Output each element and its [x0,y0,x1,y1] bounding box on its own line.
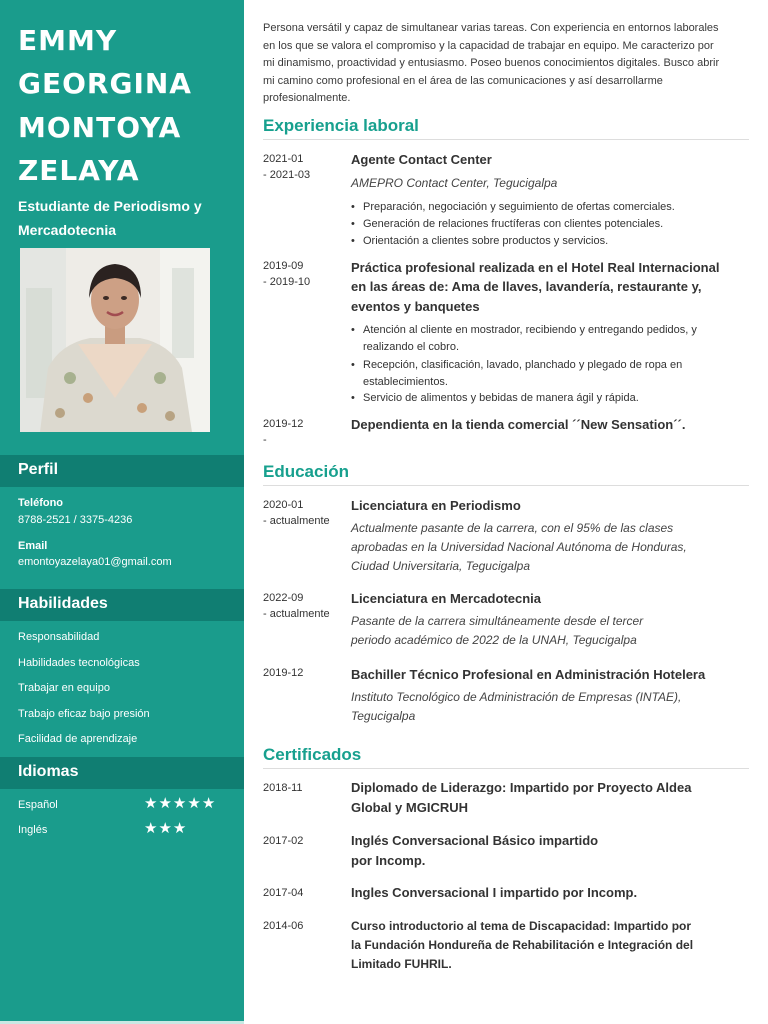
star-icon: ★ [158,820,173,837]
entry-subtitle: Instituto Tecnológico de Administración de Empresas (INTAE), [351,690,682,704]
entry-date: 2022-09 [263,592,304,604]
bullet-line: Atención al cliente en mostrador, recibiendo y entregando pedidos, y [363,324,697,336]
entry-date: 2017-02 [263,835,304,847]
name-line: GEORGINA [18,67,192,100]
perfil-heading: Perfil [18,461,59,478]
star-icon: ★ [172,820,188,837]
star-icon: ★ [201,795,217,812]
skill-item: Habilidades tecnológicas [18,657,140,669]
star-icon: ★ [144,820,159,837]
star-rating-icons [144,794,216,812]
email-label: Email [18,540,48,552]
certificate-title: Inglés Conversacional Básico impartido [351,833,599,848]
certificate-title: por Incomp. [351,853,426,868]
section-divider [263,768,749,769]
section-divider [263,485,749,486]
entry-subtitle: Pasante de la carrera simultáneamente desde el tercer [351,614,644,628]
entry-date: 2014-06 [263,920,304,932]
entry-date: 2019-12 [263,667,304,679]
main-content: Persona versátil y capaz de simultanear varias tareas. Con experiencia en entornos laborales en los que se valora el compromiso y la capacidad de trabajar en equipo. Me caracterizo por mi dinamismo, proactividad y entusiasmo. Poseo buenos conocimientos digitales. Busco abrir mi camino como profesional en el área de las comunicaciones y así desarrollarme profesionalmente. Experiencia laboral 2021-01 - 2021-03 Agente Contact Center AMEPRO Contact Center, Tegucigalpa • Preparación, negociación y seguimiento de ofertas comerciales. • Generación de relaciones fructíferas con clientes potenciales. • Orientación a clientes sobre productos y servicios. 2019-09 - 2019-10 Práctica profesional realizada en el Hotel Real Internacional en las áreas de: Ama de llaves, lavandería, restaurante y, eventos y banquetes • Atención al cliente en mostrador, recibiendo y entregando pedidos, y realizando el cobro. • Recepción, clasificación, lavado, planchado y plegado de ropa en establecimientos. • Servicio de alimentos y bebidas de manera ágil y rápida. 2019-12 - Dependienta en la tienda comercial ´´New Sensation´´. Educación 2020-01 - actualmente Licenciatura en Periodismo Actualmente pasante de la carrera, con el 95% de las clases aprobadas en la Universidad Nacional Autónoma de Honduras, Ciudad Universitaria, Tegucigalpa 2022-09 - actualmente Licenciatura en Mercadotecnia Pasante de la carrera simultáneamente desde el tercer periodo académico de 2022 de la UNAH, Tegucigalpa 2019-12 Bachiller Técnico Profesional en Administración Hotelera Instituto Tecnológico de Administración de Empresas (INTAE), Tegucigalpa Certificados 2018-11 Diplomado de Liderazgo: Impartido por Proyecto Aldea Global y MGICRUH 2017-02 Inglés Conversacional Básico impartido por Incomp. 2017-04 Ingles Conversacional I impartido por Incomp. 2014-06 Curso introductorio al tema de Discapacidad: Impartido por la Fundación Hondureña de Rehabilitación e Integración del Limitado FUHRIL. [263,0,768,1024]
skill-item: Trabajar en equipo [18,682,110,694]
entry-title: Práctica profesional realizada en el Hotel Real Internacional [351,260,720,275]
sidebar [0,0,244,1024]
section-divider [263,139,749,140]
phone-label: Teléfono [18,497,64,509]
entry-title: Dependienta en la tienda comercial ´´New Sensation´´. [351,417,686,432]
entry-title: Bachiller Técnico Profesional en Administración Hotelera [351,667,706,682]
name-line: MONTOYA [18,111,182,144]
entry-date: - actualmente [263,515,330,527]
entry-date: - [263,434,267,446]
experience-heading: Experiencia laboral [263,116,419,135]
star-icon: ★ [158,795,173,812]
certificate-title: Global y MGICRUH [351,800,469,815]
entry-date: 2017-04 [263,887,304,899]
perfil-heading-bar [0,455,244,487]
language-name: Español [18,799,58,811]
languages-heading: Idiomas [18,763,79,780]
job-subtitle: Mercadotecnia [18,222,117,238]
star-icon: ★ [144,795,159,812]
star-icon: ★ [187,795,202,812]
entry-date: - 2021-03 [263,169,311,181]
certificate-title: Limitado FUHRIL. [351,957,452,971]
entry-subtitle: Actualmente pasante de la carrera, con el 95% de las clases [351,521,674,535]
entry-title: en las áreas de: Ama de llaves, lavandería, restaurante y, [351,279,702,294]
education-heading: Educación [263,462,349,481]
profile-summary [263,20,758,108]
languages-heading-bar [0,757,244,789]
certificate-title: Diplomado de Liderazgo: Impartido por Proyecto Aldea [351,780,692,795]
entry-date: - actualmente [263,608,330,620]
entry-subtitle: aprobadas en la Universidad Nacional Autónoma de Honduras, [351,540,687,554]
entry-subtitle: Tegucigalpa [351,709,416,723]
skills-heading-bar [0,589,244,621]
entry-subtitle: AMEPRO Contact Center, Tegucigalpa [351,176,558,190]
profile-line: mi dinamismo, proactividad y entusiasmo. Poseo buenos conocimientos digitales. Busco abrir [263,57,720,70]
name-line: ZELAYA [18,154,140,187]
entry-title: eventos y banquetes [351,299,480,314]
entry-date: 2021-01 [263,153,304,165]
bullet-line: realizando el cobro. [363,340,460,353]
email-value[interactable]: emontoyazelaya01@gmail.com [18,556,172,568]
entry-subtitle: Ciudad Universitaria, Tegucigalpa [351,559,530,573]
certificates-heading: Certificados [263,745,362,764]
profile-line: Persona versátil y capaz de simultanear varias tareas. Con experiencia en entornos laborales [263,22,719,34]
certificate-title: la Fundación Hondureña de Rehabilitación e Integración del [351,938,694,952]
bullet-line: Recepción, clasificación, lavado, planchado y plegado de ropa en [363,359,683,371]
entry-title: Licenciatura en Periodismo [351,498,521,513]
entry-date: - 2019-10 [263,276,311,288]
skill-item: Responsabilidad [18,631,100,643]
entry-date: 2019-09 [263,260,304,272]
star-rating-icons [144,819,187,837]
profile-line: mi camino como profesional en el área de las comunicaciones y así desarrollarme [263,74,663,87]
entry-subtitle: periodo académico de 2022 de la UNAH, Tegucigalpa [351,633,637,647]
entry-date: 2019-12 [263,418,304,430]
profile-line: profesionalmente. [263,92,351,105]
entry-title: Licenciatura en Mercadotecnia [351,591,542,606]
entry-date: 2018-11 [263,782,303,794]
skill-item: Trabajo eficaz bajo presión [18,708,150,720]
profile-photo [20,248,210,432]
phone-value: 8788-2521 / 3375-4236 [18,514,133,526]
skills-heading: Habilidades [18,595,108,612]
bullet-line: establecimientos. [363,375,448,388]
star-icon: ★ [172,795,188,812]
name-line: EMMY [18,24,118,57]
entry-title: Agente Contact Center [351,152,492,167]
entry-date: 2020-01 [263,499,304,511]
certificate-title: Curso introductorio al tema de Discapacidad: Impartido por [351,919,692,933]
skill-item: Facilidad de aprendizaje [18,733,138,745]
certificate-title: Ingles Conversacional I impartido por Incomp. [351,885,638,900]
job-subtitle: Estudiante de Periodismo y [18,198,202,214]
language-name: Inglés [18,824,48,836]
profile-line: en los que se valora el compromiso y la capacidad de trabajar en equipo. Me caracterizo por [263,39,714,52]
